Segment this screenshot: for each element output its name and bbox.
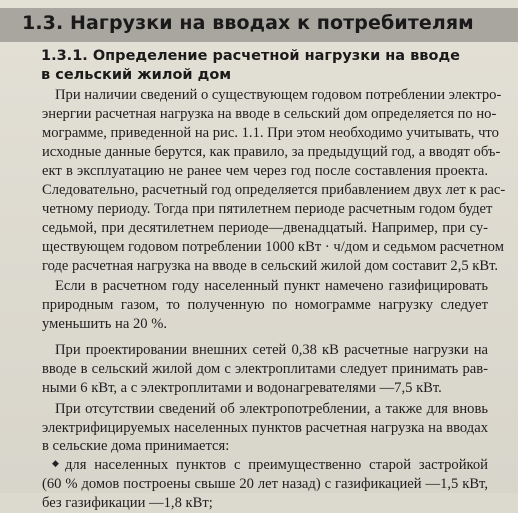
paragraph-4-line: в сельские дома принимается: — [42, 438, 230, 454]
section-title: 1.3. Нагрузки на вводах к потребителям — [22, 12, 474, 34]
paragraph-1-line: исходные данные берутся, как правило, за предыдущий год, а вводят объ- — [42, 144, 501, 160]
paragraph-1-line: седьмой, при десятилетнем периоде—двенадцатый. Например, при су- — [42, 220, 488, 236]
paragraph-1-line: годе расчетная нагрузка на вводе в сельский жилой дом составит 2,5 кВт. — [42, 258, 499, 274]
bullet-diamond-icon: ◆ — [52, 459, 59, 469]
paragraph-2-line: Если в расчетном году населенный пункт намечено газифицировать — [55, 278, 488, 294]
subsection-title-line-2: в сельский жилой дом — [41, 67, 232, 83]
paragraph-1-line: четному периоду. Тогда при пятилетнем периоде расчетным годом будет — [42, 201, 493, 217]
paragraph-2-line: природным газом, то полученную по номограмме нагрузку следует — [42, 297, 488, 313]
paragraph-1-line: энергии расчетная нагрузка на вводе в сельский дом определяется по но- — [42, 106, 497, 122]
bullet-line: без газификации —1,8 кВт; — [42, 495, 213, 511]
bullet-line: для населенных пунктов с преимущественно старой застройкой — [65, 457, 488, 473]
paragraph-4-line: При отсутствии сведений об электропотреблении, а также для вновь — [55, 401, 488, 417]
paragraph-3-line: вводе в сельский жилой дом с электроплитами следует принимать рав- — [42, 361, 488, 377]
paragraph-2-line: уменьшить на 20 %. — [42, 316, 167, 332]
bullet-line: (60 % домов построены свыше 20 лет назад) с газификацией —1,5 кВт, — [42, 476, 488, 492]
paragraph-3-line: ными 6 кВт, а с электроплитами и водонагревателями —7,5 кВт. — [42, 380, 442, 396]
paragraph-1-line: ект в эксплуатацию не ранее чем через год после составления проекта. — [42, 163, 488, 179]
paragraph-1-line: Следовательно, расчетный год определяется прибавлением двух лет к рас- — [42, 182, 506, 198]
paragraph-4-line: электрифицируемых населенных пунктов расчетная нагрузка на вводах — [42, 420, 488, 436]
paragraph-1-line: При наличии сведений о существующем годовом потреблении электро- — [55, 87, 502, 103]
paragraph-1-line: ществующем годовом потреблении 1000 кВт · ч/дом и седьмом расчетном — [42, 239, 504, 255]
subsection-title-line-1: 1.3.1. Определение расчетной нагрузки на вводе — [41, 48, 460, 64]
subsection-title — [41, 47, 460, 85]
paragraph-1-line: мограмме, приведенной на рис. 1.1. При этом необходимо учитывать, что — [42, 125, 499, 141]
paragraph-3-line: При проектировании внешних сетей 0,38 кВ расчетные нагрузки на — [55, 342, 488, 358]
